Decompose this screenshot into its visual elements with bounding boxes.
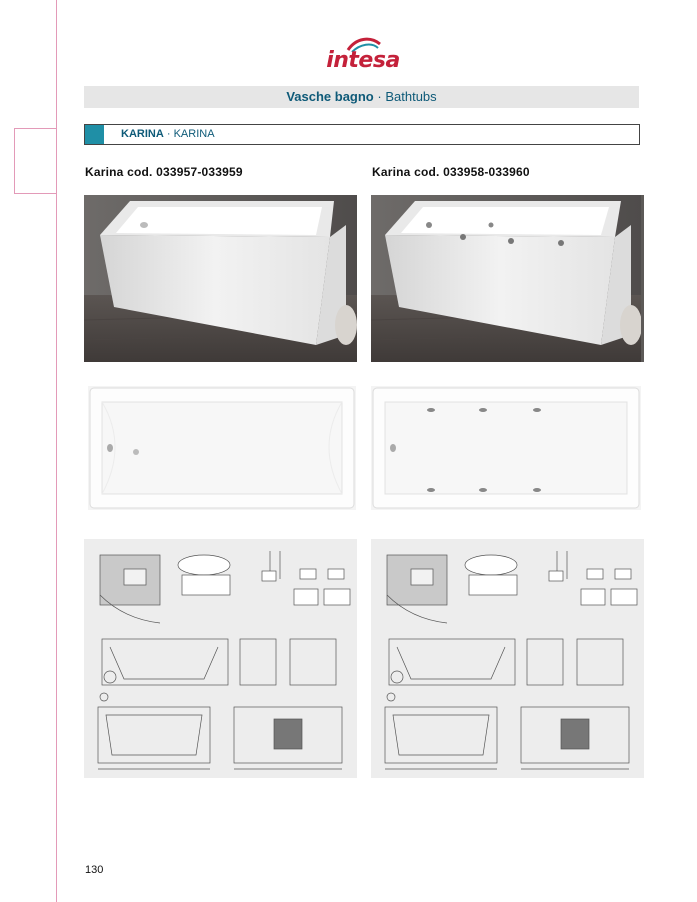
brand-logo	[318, 32, 408, 82]
drain-hole	[140, 222, 148, 228]
heading-separator: ·	[377, 89, 382, 104]
product-title-2: Karina cod. 033958-033960	[372, 165, 530, 179]
top-view-1	[88, 386, 356, 510]
heading-title-it: Vasche bagno	[286, 89, 374, 104]
section-marker	[85, 125, 104, 144]
product-title-1: Karina cod. 033957-033959	[85, 165, 243, 179]
heading-title-en: Bathtubs	[385, 89, 437, 104]
margin-bracket	[14, 128, 57, 194]
section-header	[84, 124, 640, 145]
product-photo-1	[84, 195, 357, 362]
page-number: 130	[85, 864, 104, 876]
brand-name: intesa	[326, 48, 400, 73]
top-view-2	[371, 386, 639, 510]
technical-drawing-2	[371, 539, 644, 778]
section-separator: ·	[166, 128, 171, 140]
product-photo-2	[371, 195, 644, 362]
section-name-en: KARINA	[173, 128, 215, 140]
section-title	[121, 125, 215, 144]
section-name-it: KARINA	[121, 128, 164, 140]
page-heading	[84, 86, 639, 108]
technical-drawing-1	[84, 539, 357, 778]
